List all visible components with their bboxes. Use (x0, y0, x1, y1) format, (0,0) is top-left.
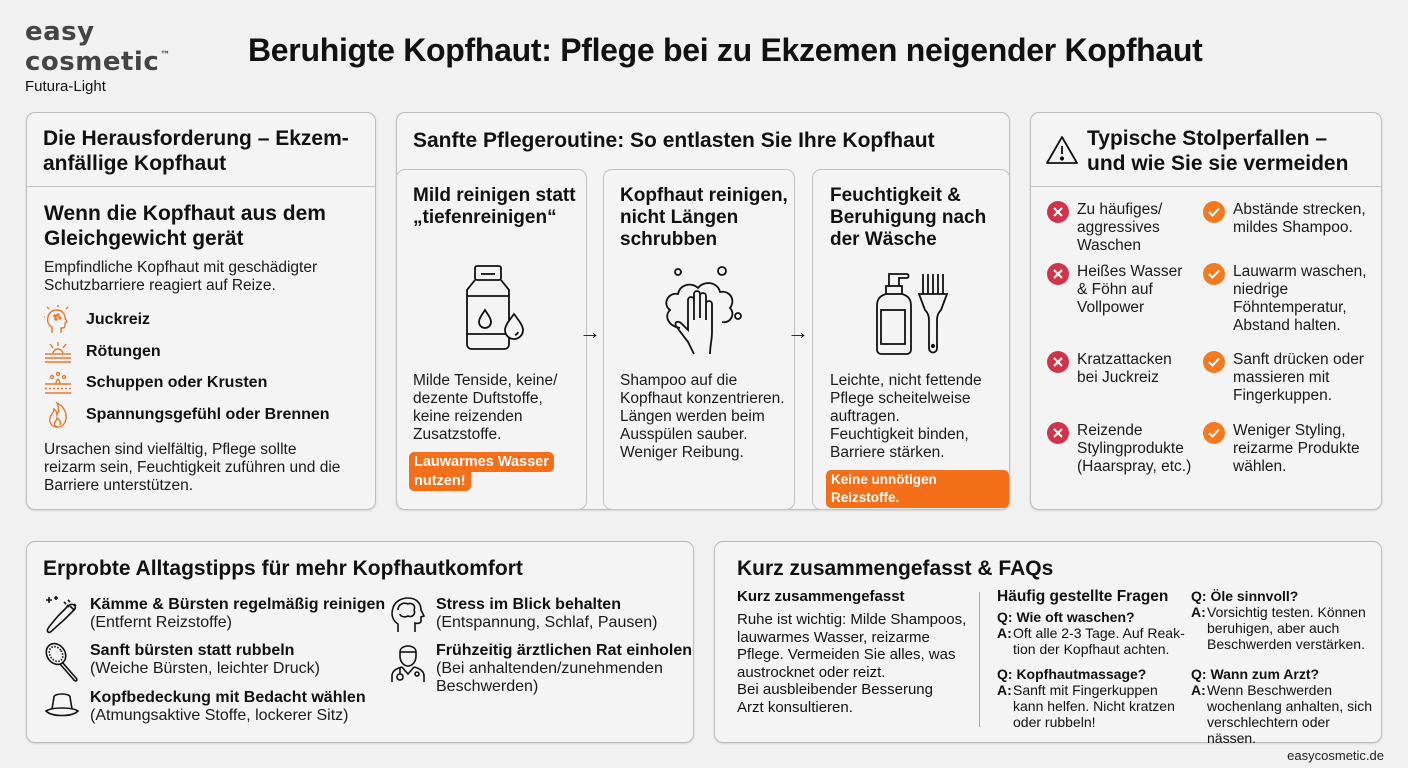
paddle-brush-icon (44, 642, 80, 682)
tip-text (90, 689, 366, 725)
answer-label: A: (1191, 604, 1206, 620)
cross-icon (1047, 351, 1069, 373)
step-text-line: Shampoo auf die (620, 372, 738, 389)
symptom-label: Rötungen (86, 343, 161, 360)
pitfall-text (1077, 263, 1182, 317)
tip-badge-no-irritants: Keine unnötigen Reizstoffe. (826, 470, 1009, 508)
pitfall-line: aggressives (1077, 219, 1160, 236)
step-title-line: Feuchtigkeit & (830, 185, 961, 206)
footer-url[interactable]: easycosmetic.de (1287, 748, 1384, 763)
tip-badge-lukewarm-water (409, 452, 554, 491)
tip-description: (Bei anhaltenden/zunehmenden (436, 660, 663, 677)
pitfall-line: bei Juckreiz (1077, 369, 1159, 386)
logo-cosmetic-word: cosmetic (25, 47, 160, 77)
step-arrow: → (579, 319, 601, 344)
step-description (413, 372, 557, 444)
answer-line: beruhigen, aber auch (1207, 620, 1340, 636)
summary-line: Ruhe ist wichtig: Milde Shampoos, (737, 611, 967, 628)
summary-divider (979, 592, 980, 727)
pitfall-line: & Föhn auf (1077, 281, 1153, 298)
solution-line: Abstände strecken, (1233, 201, 1366, 218)
step-description (620, 372, 785, 462)
head-brain-icon (390, 596, 426, 634)
faq-item (1191, 666, 1381, 746)
faq-answer (997, 682, 1197, 730)
flakes-skin-icon (44, 371, 72, 395)
step-text-line: Zusatzstoffe. (413, 426, 502, 443)
check-icon (1203, 201, 1225, 223)
pitfall-good (1203, 422, 1373, 476)
challenge-subheading (44, 201, 326, 251)
step-text-line: Ausspülen sauber. (620, 426, 748, 443)
faq-question: Q: Kopfhautmassage? (997, 666, 1147, 682)
step-arrow: → (787, 319, 809, 344)
tip-description: (Entspannung, Schlaf, Pausen) (436, 614, 658, 631)
badge-line: nutzen! (409, 471, 471, 491)
tip-item (44, 642, 320, 682)
step-title-line: schrubben (620, 229, 718, 250)
tip-title: Stress im Blick behalten (436, 596, 621, 613)
faq-item (997, 609, 1197, 657)
solution-text (1233, 422, 1360, 476)
tip-description: Beschwerden) (436, 678, 539, 695)
symptom-item (44, 305, 150, 335)
tip-description: (Entfernt Reizstoffe) (90, 614, 232, 631)
doctor-icon (390, 642, 426, 684)
pitfalls-heading-line: Typische Stolperfallen – (1087, 127, 1328, 150)
step-title (620, 185, 788, 251)
subheading-line: Wenn die Kopfhaut aus dem (44, 202, 326, 225)
answer-label: A: (997, 625, 1012, 641)
pitfall-line: Reizende (1077, 422, 1143, 439)
tip-item (390, 596, 657, 634)
step-text-line: Feuchtigkeit binden, (830, 426, 969, 443)
faq-answer (997, 625, 1197, 657)
tip-description: (Atmungsaktive Stoffe, lockerer Sitz) (90, 707, 349, 724)
hand-foam-icon (658, 266, 742, 356)
summary-faq-card (714, 541, 1382, 746)
answer-line: verschlechtern oder nässen. (1207, 714, 1330, 746)
pitfall-line: Heißes Wasser (1077, 263, 1183, 280)
tip-text (436, 596, 657, 634)
step-text-line: Kopfhaut konzentrieren. (620, 390, 785, 407)
summary-line: lauwarmes Wasser, reizarme (737, 628, 930, 646)
pitfall-line: Stylingprodukte (1077, 440, 1184, 457)
step-text-line: Barriere stärken. (830, 444, 945, 461)
shampoo-bottle-drops-icon (461, 262, 531, 352)
pitfall-line: Zu häufiges/ (1077, 201, 1163, 218)
summary-subheading: Kurz zusammengefasst (737, 588, 905, 605)
step-title-line: Mild reinigen statt (413, 185, 576, 206)
subheading-line: Gleichgewicht gerät (44, 227, 244, 250)
step-title-line: nicht Längen (620, 207, 739, 228)
pump-bottle-brush-icon (875, 266, 951, 356)
summary-text (737, 611, 966, 716)
itchy-head-icon (44, 305, 72, 335)
pitfall-bad (1047, 351, 1197, 387)
step-text-line: Leichte, nicht fettende (830, 372, 982, 389)
pitfall-line: (Haarspray, etc.) (1077, 458, 1192, 475)
warning-icon (1045, 135, 1079, 165)
check-icon (1203, 351, 1225, 373)
summary-line: Bei ausbleibender Besserung (737, 681, 933, 698)
solution-line: massieren mit (1233, 369, 1330, 386)
step-title-line: „tiefenreinigen“ (413, 207, 557, 228)
challenge-heading-line: anfällige Kopfhaut (43, 152, 227, 175)
intro-line: Schutzbarriere reagiert auf Reize. (44, 277, 276, 294)
step-title-line: Beruhigung nach (830, 207, 987, 228)
tip-title: Frühzeitig ärztlichen Rat einholen (436, 642, 693, 659)
pitfall-text (1077, 201, 1162, 255)
summary-heading: Kurz zusammengefasst & FAQs (737, 557, 1054, 580)
tip-text (90, 642, 320, 682)
challenge-outro (44, 441, 340, 495)
routine-step-3 (812, 169, 1010, 510)
answer-line: Wenn Beschwerden (1207, 682, 1333, 698)
solution-line: Abstand halten. (1233, 317, 1341, 334)
symptom-label: Spannungsgefühl oder Brennen (86, 406, 330, 423)
brand-logo (25, 17, 171, 95)
tip-item (390, 642, 692, 696)
solution-line: Weniger Styling, (1233, 422, 1346, 439)
solution-line: Sanft drücken oder (1233, 351, 1364, 368)
pitfalls-heading-line: und wie Sie sie vermeiden (1087, 152, 1349, 175)
step-title (830, 185, 986, 251)
symptom-item (44, 371, 267, 395)
tips-heading: Erprobte Alltagstipps für mehr Kopfhautkomfort (43, 557, 523, 580)
challenge-divider (27, 186, 375, 187)
cross-icon (1047, 263, 1069, 285)
step-title-line: Kopfhaut reinigen, (620, 185, 788, 206)
cross-icon (1047, 422, 1069, 444)
solution-text (1233, 263, 1367, 335)
flame-icon (44, 401, 72, 429)
tip-item (44, 596, 385, 636)
faq-question: Q: Wie oft waschen? (997, 609, 1135, 625)
step-text-line: dezente Duftstoffe, (413, 390, 543, 407)
answer-line: Oft alle 2-3 Tage. Auf Reak- (1013, 625, 1185, 641)
answer-line: Vorsichtig testen. Können (1207, 604, 1366, 620)
pitfalls-heading (1087, 126, 1348, 176)
answer-line: Sanft mit Fingerkuppen (1013, 682, 1158, 698)
symptom-label: Juckreiz (86, 311, 151, 328)
summary-line: austrocknet oder reizt. (737, 663, 886, 681)
logo-subtitle: Futura-Light (25, 78, 106, 95)
faq-answer (1191, 604, 1381, 652)
answer-line: kann helfen. Nicht kratzen (1013, 698, 1175, 714)
tip-text (90, 596, 385, 636)
pitfall-text (1077, 422, 1191, 476)
challenge-heading (43, 126, 349, 176)
faq-question: Q: Wann zum Arzt? (1191, 666, 1320, 682)
answer-line: oder rubbeln! (1013, 714, 1096, 730)
tip-title: Kämme & Bürsten regelmäßig reinigen (90, 596, 386, 613)
step-text-line: auftragen. (830, 408, 900, 425)
solution-line: reizarme Produkte (1233, 440, 1360, 457)
cross-icon (1047, 201, 1069, 223)
answer-line: tion der Kopfhaut achten. (1013, 641, 1170, 657)
solution-line: wählen. (1233, 458, 1287, 475)
faq-answer (1191, 682, 1381, 746)
faq-item (1191, 588, 1381, 652)
routine-step-1 (396, 169, 587, 510)
pitfall-line: Waschen (1077, 237, 1142, 254)
challenge-intro (44, 259, 317, 295)
symptom-item (44, 401, 330, 429)
symptom-item (44, 340, 161, 364)
check-icon (1203, 263, 1225, 285)
solution-text (1233, 351, 1364, 405)
logo-text-cosmetic (25, 44, 171, 77)
faq-heading: Häufig gestellte Fragen (997, 588, 1169, 605)
pitfall-bad (1047, 263, 1197, 317)
redness-skin-icon (44, 340, 72, 364)
answer-label: A: (1191, 682, 1206, 698)
answer-line: wochenlang anhalten, sich (1207, 698, 1373, 714)
step-text-line: Weniger Reibung. (620, 444, 744, 461)
symptom-label: Schuppen oder Krusten (86, 374, 268, 391)
solution-line: mildes Shampoo. (1233, 219, 1353, 236)
faq-question: Q: Öle sinnvoll? (1191, 588, 1299, 604)
step-text-line: Längen werden beim (620, 408, 765, 425)
summary-line: Pflege. Vermeiden Sie alles, was (737, 646, 956, 663)
solution-line: Föhntemperatur, (1233, 299, 1347, 316)
outro-line: Barriere unterstützen. (44, 477, 194, 494)
routine-step-2 (603, 169, 795, 510)
solution-line: Lauwarm waschen, (1233, 263, 1367, 280)
check-icon (1203, 422, 1225, 444)
summary-line: Arzt konsultieren. (737, 698, 853, 716)
step-text-line: Pflege scheitelweise (830, 390, 971, 407)
faq-item (997, 666, 1197, 730)
step-title-line: der Wäsche (830, 229, 937, 250)
clean-brush-icon (44, 596, 80, 636)
step-text-line: Milde Tenside, keine/ (413, 372, 558, 389)
answer-label: A: (997, 682, 1012, 698)
hat-icon (44, 689, 80, 719)
solution-line: niedrige (1233, 281, 1289, 298)
page-title: Beruhigte Kopfhaut: Pflege bei zu Ekzemen neigender Kopfhaut (248, 32, 1203, 68)
challenge-heading-line: Die Herausforderung – Ekzem- (43, 127, 349, 150)
badge-line: Lauwarmes Wasser (409, 452, 554, 472)
pitfall-bad (1047, 422, 1197, 476)
logo-text-easy: easy (25, 17, 95, 47)
step-text-line: keine reizenden (413, 408, 523, 425)
answer-line: Beschwerden verstärken. (1207, 636, 1365, 652)
pitfalls-divider (1031, 186, 1381, 187)
outro-line: reizarm sein, Feuchtigkeit zuführen und die (44, 459, 341, 476)
tip-text (436, 642, 692, 696)
tip-description: (Weiche Bürsten, leichter Druck) (90, 660, 320, 677)
tip-item (44, 689, 366, 725)
outro-line: Ursachen sind vielfältig, Pflege sollte (44, 441, 297, 458)
tip-title: Sanft bürsten statt rubbeln (90, 642, 295, 659)
trademark-symbol: ™ (160, 50, 171, 61)
pitfall-line: Vollpower (1077, 299, 1145, 316)
pitfall-line: Kratzattacken (1077, 351, 1172, 368)
pitfall-good (1203, 263, 1373, 335)
pitfall-text (1077, 351, 1172, 387)
tip-title: Kopfbedeckung mit Bedacht wählen (90, 689, 366, 706)
pitfall-bad (1047, 201, 1197, 255)
pitfall-good (1203, 201, 1373, 237)
solution-text (1233, 201, 1366, 237)
routine-heading: Sanfte Pflegeroutine: So entlasten Sie Ihre Kopfhaut (413, 129, 935, 152)
intro-line: Empfindliche Kopfhaut mit geschädigter (44, 259, 318, 276)
step-description (830, 372, 982, 462)
solution-line: Fingerkuppen. (1233, 387, 1333, 404)
step-title (413, 185, 576, 229)
pitfall-good (1203, 351, 1373, 405)
